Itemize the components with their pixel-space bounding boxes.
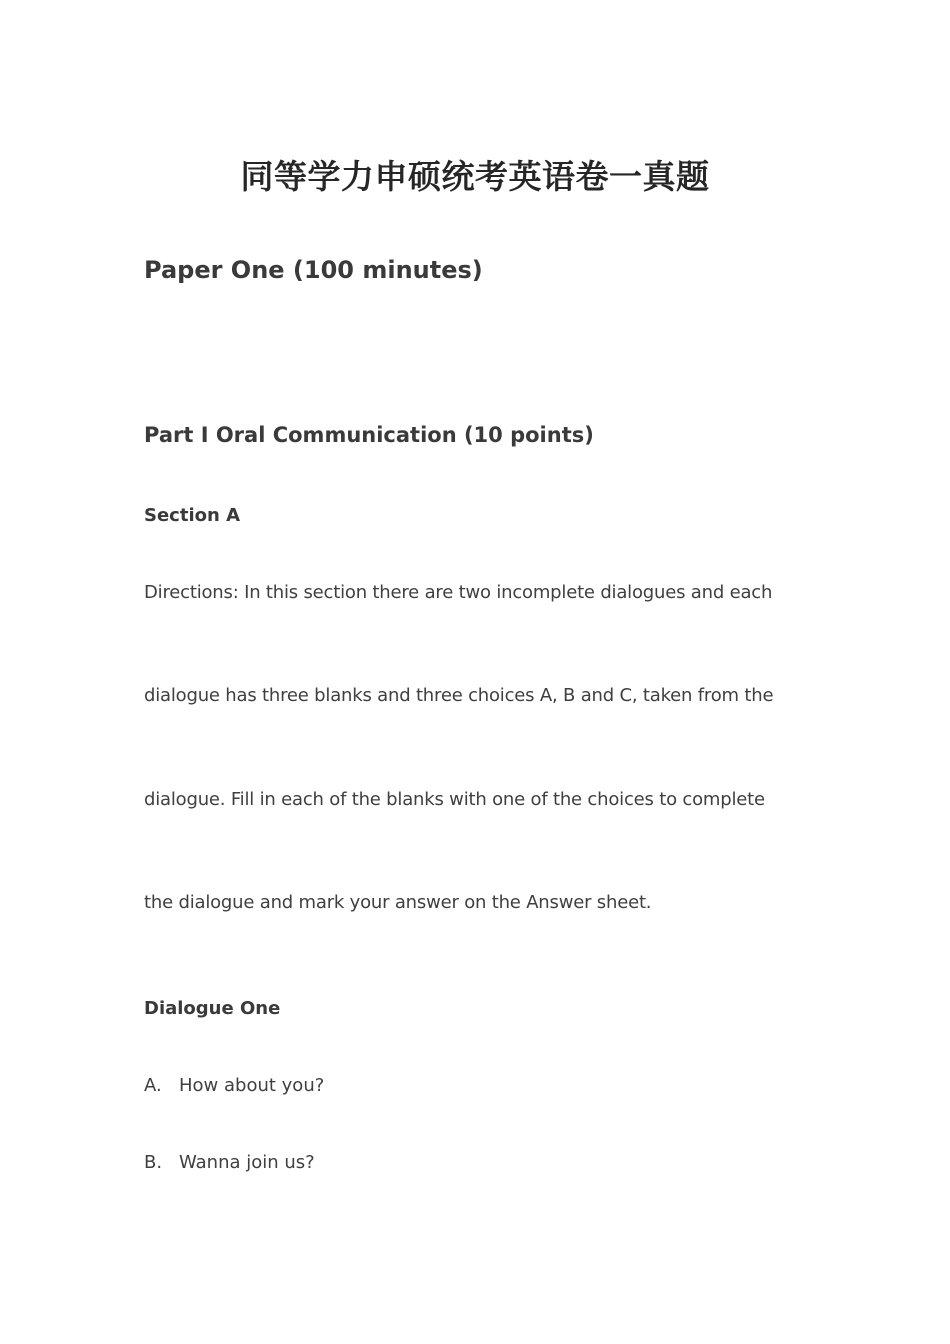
dialogue-heading: Dialogue One [144, 998, 281, 1019]
directions-line: dialogue has three blanks and three choices A, B and C, taken from the [144, 685, 774, 706]
part-heading: Part I Oral Communication (10 points) [144, 423, 594, 447]
option-item [144, 1152, 315, 1173]
directions-line: Directions: In this section there are two incomplete dialogues and each [144, 582, 773, 603]
directions-line: dialogue. Fill in each of the blanks with one of the choices to complete [144, 789, 765, 810]
directions-line: the dialogue and mark your answer on the Answer sheet. [144, 892, 652, 913]
paper-heading: Paper One (100 minutes) [144, 256, 483, 284]
option-letter: A. [144, 1075, 162, 1096]
option-text: Wanna join us? [179, 1152, 315, 1173]
option-letter: B. [144, 1152, 163, 1173]
document-title: 同等学力申硕统考英语卷一真题 [240, 157, 710, 196]
option-text: How about you? [179, 1075, 325, 1096]
option-item [144, 1075, 324, 1096]
section-heading: Section A [144, 505, 240, 526]
